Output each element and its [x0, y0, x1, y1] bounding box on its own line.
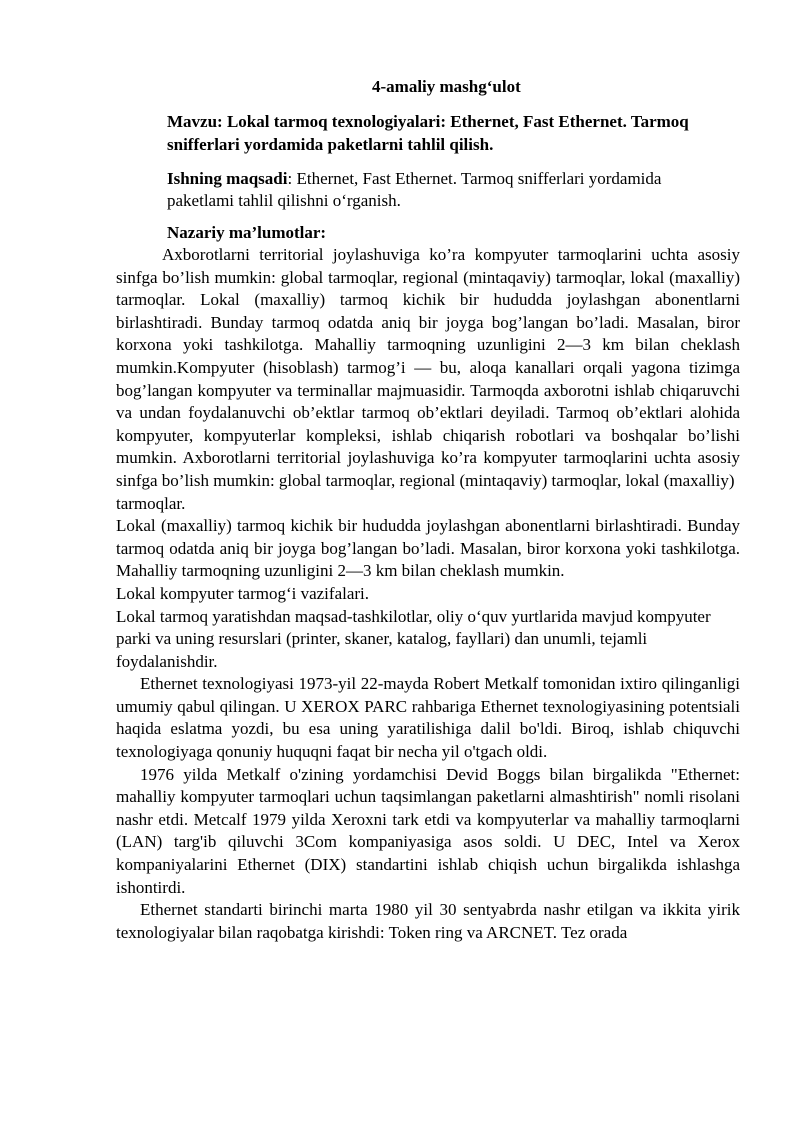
- goal-text: : Ethernet, Fast Ethernet. Tarmoq snifferlari yordamida paketlami tahlil qilishni o‘rganish.: [167, 169, 662, 210]
- paragraph-ethernet-history: Ethernet texnologiyasi 1973-yil 22-mayda Robert Metkalf tomonidan ixtiro qilinganligi umumiy qabul qilingan. U XEROX PARC rahbariga Ethernet texnologiyasining potentsiali haqida eslatma yozdi, bu esa uning yaratilishiga dalil bo'ldi. Biroq, ishlab chiquvchi texnologiyaga qonuniy huquqni faqat bir necha yil o'tgach oldi.: [116, 674, 740, 762]
- paragraph-lokal: Lokal (maxalliy) tarmoq kichik bir hududda joylashgan abonentlarni birlashtiradi. Bunday tarmoq odatda aniq bir joyga bog’langan bo’ladi. Masalan, biror korxona yoki tashkilotga. Mahalliy tarmoqning uzunligini 2—3 km bilan cheklash mumkin.: [116, 516, 740, 581]
- paragraph-boggs: 1976 yilda Metkalf o'zining yordamchisi Devid Boggs bilan birgalikda "Ethernet: mahalliy kompyuter tarmoqlari uchun taqsimlangan paketlarni almashtirish" nomli risolani nashr etdi. Metcalf 1979 yilda Xeroxni tark etdi va kompyuterlar va mahalliy tarmoqlarni (LAN) targ'ib qiluvchi 3Com kompaniyasiga asos soldi. U DEC, Intel va Xerox kompaniyalarini Ethernet (DIX) standartini ishlab chiqish uchun birgalikda ishlashga ishontirdi.: [116, 764, 740, 897]
- paragraph-standard: Ethernet standarti birinchi marta 1980 yil 30 sentyabrda nashr etilgan va ikkita yirik texnologiyalar bilan raqobatga kirishdi: Token ring va ARCNET. Tez orada: [116, 900, 740, 942]
- paragraph-maqsad: Lokal tarmoq yaratishdan maqsad-tashkilotlar, oliy o‘quv yurtlarida mavjud kompyuter parki va uning resurslari (printer, skaner, katalog, fayllari) dan unumli, tejamli foydalanishdir.: [116, 606, 711, 671]
- page-title: 4-amaliy mashg‘ulot: [372, 77, 521, 96]
- topic-heading: Mavzu: Lokal tarmoq texnologiyalari: Ethernet, Fast Ethernet. Tarmoq snifferlari yordamida paketlarni tahlil qilish.: [167, 112, 689, 154]
- theory-heading: Nazariy ma’lumotlar:: [167, 223, 327, 242]
- paragraph-vazifalari: Lokal kompyuter tarmog‘i vazifalari.: [116, 583, 370, 603]
- body-text: [116, 244, 740, 944]
- paragraph-territorial: Axborotlarni territorial joylashuviga ko’ra kompyuter tarmoqlarini uchta asosiy sinfga bo’lish mumkin: global tarmoqlar, regional (mintaqaviy) tarmoqlar, lokal (maxalliy) tarmoqlar. Lokal (maxalliy) tarmoq kichik bir hududda joylashgan abonentlarni birlashtiradi. Bunday tarmoq odatda aniq bir joyga bog’langan bo’ladi. Masalan, biror korxona yoki tashkilotga. Mahalliy tarmoqning uzunligini 2—3 km bilan cheklash mumkin.Kompyuter (hisoblash) tarmog’i — bu, aloqa kanallari orqali yagona tizimga bog’langan kompyuter va terminallar majmuasidir. Tarmoqda axborotni ishlab chiqaruvchi va undan foydalanuvchi ob’ektlar tarmoq ob’ektlari deyiladi. Tarmoq ob’ektlari alohida kompyuter, kompyuterlar kompleksi, ishlab chiqarish robotlari va boshqalar bo’lishi mumkin. Axborotlarni territorial joylashuviga ko’ra kompyuter tarmoqlarini uchta asosiy sinfga bo’lish mumkin: global tarmoqlar, regional (mintaqaviy) tarmoqlar, lokal (maxalliy): [116, 245, 740, 490]
- paragraph-tarmoqlar: tarmoqlar.: [116, 493, 186, 513]
- goal-section: [167, 168, 727, 212]
- goal-label: Ishning maqsadi: [167, 169, 288, 188]
